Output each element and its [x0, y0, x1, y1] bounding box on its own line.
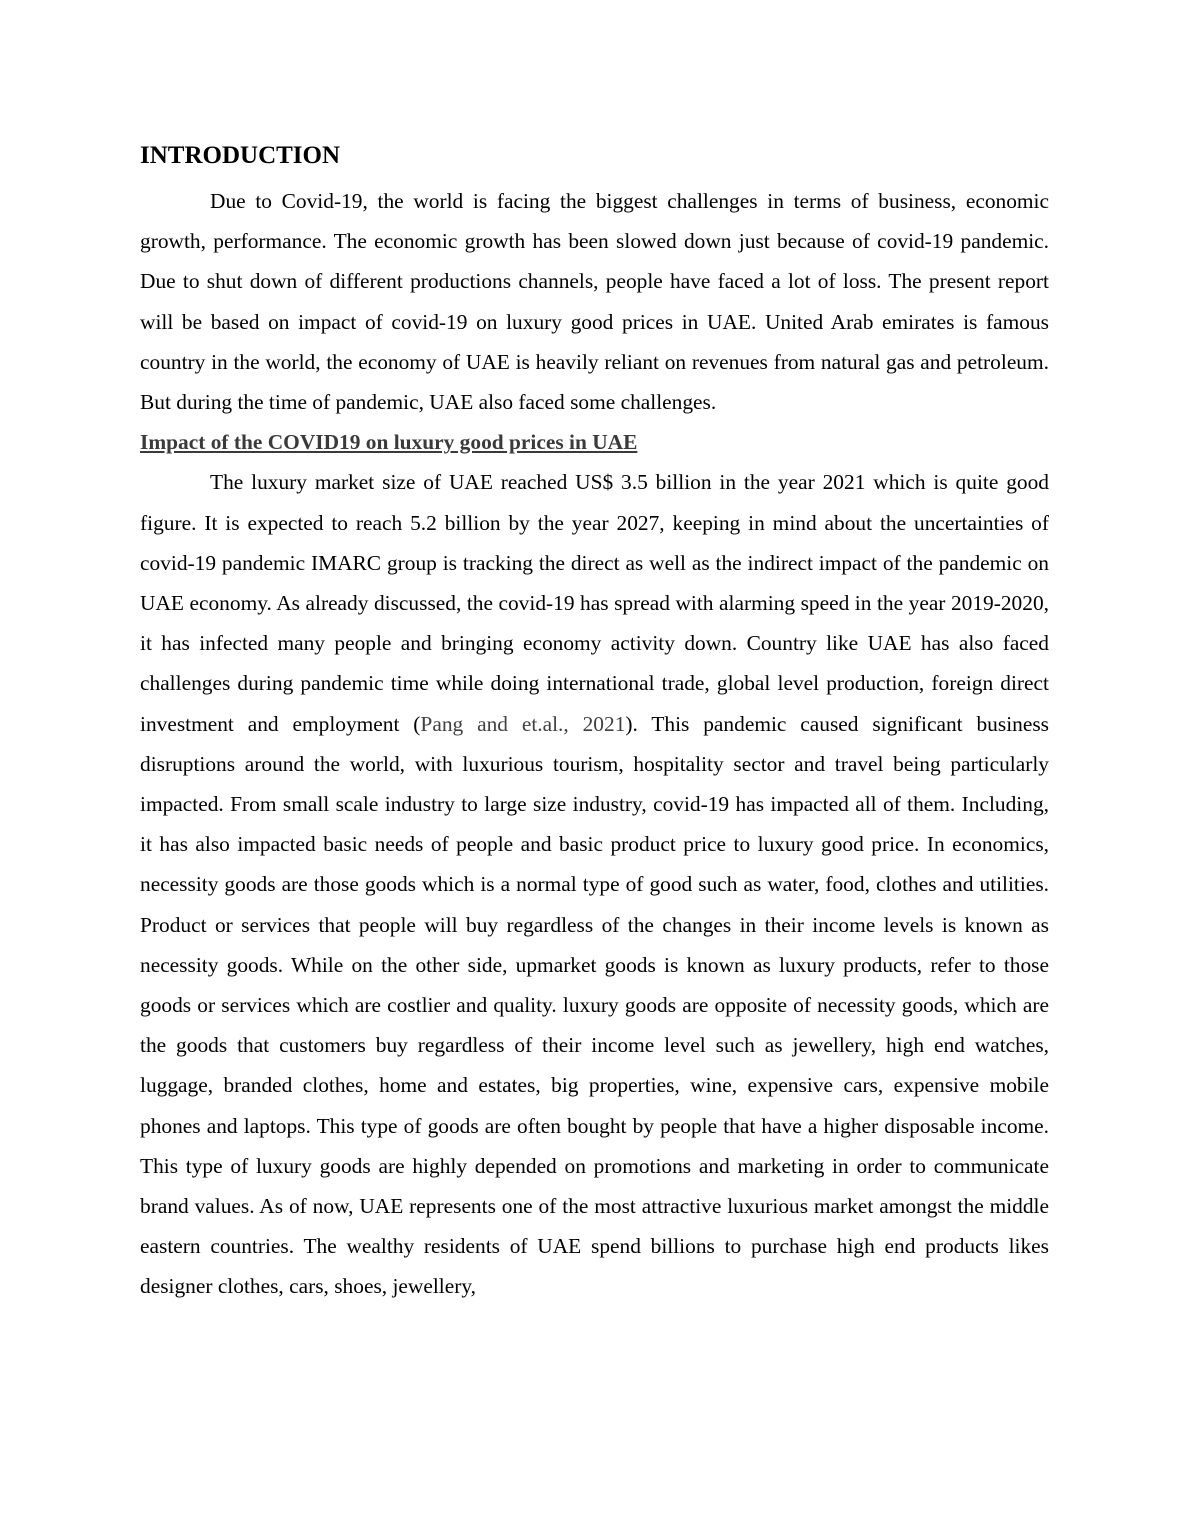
- document-page: [140, 138, 1049, 1307]
- section-title: INTRODUCTION: [140, 142, 341, 169]
- impact-paragraph-text-2: ). This pandemic caused significant business disruptions around the world, with luxurious tourism, hospitality sector and travel being particularly impacted. From small scale industry to large size industry, covid-19 has impacted all of them. Including, it has also impacted basic needs of people and basic product price to luxury good price. In economics, necessity goods are those goods which is a normal type of good such as water, food, clothes and utilities. Product or services that people will buy regardless of the changes in their income levels is known as necessity goods. While on the other side, upmarket goods is known as luxury products, refer to those goods or services which are costlier and quality. luxury goods are opposite of necessity goods, which are the goods that customers buy regardless of their income level such as jewellery, high end watches, luggage, branded clothes, home and estates, big properties, wine, expensive cars, expensive mobile phones and laptops. This type of goods are often bought by people that have a higher disposable income. This type of luxury goods are highly depended on promotions and marketing in order to communicate brand values. As of now, UAE represents one of the most attractive luxurious market amongst the middle eastern countries. The wealthy residents of UAE spend billions to purchase high end products likes designer clothes, cars, shoes, jewellery,: [140, 711, 1049, 1299]
- impact-paragraph: [140, 462, 1049, 1306]
- intro-paragraph: Due to Covid-19, the world is facing the biggest challenges in terms of business, economic growth, performance. The economic growth has been slowed down just because of covid-19 pandemic. Due to shut down of different productions channels, people have faced a lot of loss. The present report will be based on impact of covid-19 on luxury good prices in UAE. United Arab emirates is famous country in the world, the economy of UAE is heavily reliant on revenues from natural gas and petroleum. But during the time of pandemic, UAE also faced some challenges.: [140, 189, 1049, 415]
- impact-paragraph-text-1: The luxury market size of UAE reached US$ 3.5 billion in the year 2021 which is quite good figure. It is expected to reach 5.2 billion by the year 2027, keeping in mind about the uncertainties of covid-19 pandemic IMARC group is tracking the direct as well as the indirect impact of the pandemic on UAE economy. As already discussed, the covid-19 has spread with alarming speed in the year 2019-2020, it has infected many people and bringing economy activity down. Country like UAE has also faced challenges during pandemic time while doing international trade, global level production, foreign direct investment and employment (: [140, 470, 1049, 736]
- citation-reference: Pang and et.al., 2021: [420, 711, 626, 736]
- subsection-heading: Impact of the COVID19 on luxury good prices in UAE: [140, 430, 638, 455]
